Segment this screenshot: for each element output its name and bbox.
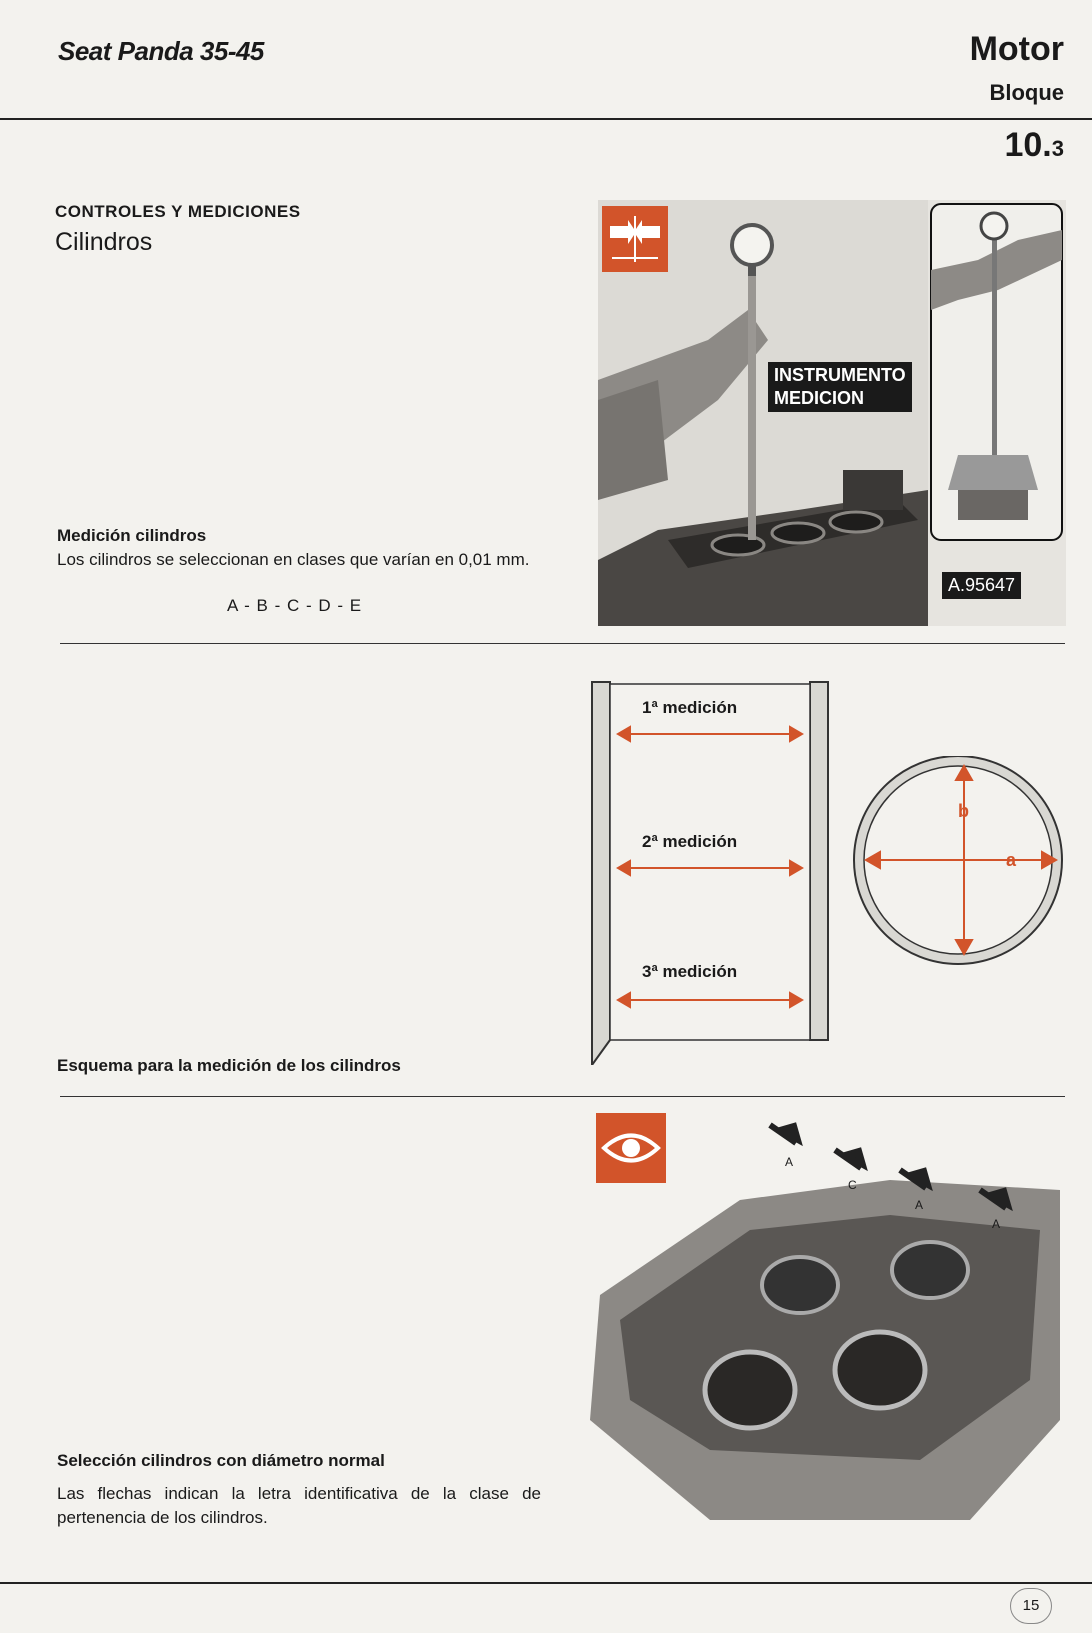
measurement-1-label: 1ª medición bbox=[642, 698, 738, 717]
diagram-caption: Esquema para la medición de los cilindros bbox=[57, 1056, 401, 1075]
section-divider-1 bbox=[60, 643, 1065, 644]
subsection-title: Bloque bbox=[989, 80, 1064, 105]
section-number-main: 10. bbox=[1004, 126, 1052, 164]
instrument-tag-line1: INSTRUMENTO bbox=[774, 365, 906, 385]
footer-rule bbox=[0, 1582, 1092, 1584]
section-caps-title: CONTROLES Y MEDICIONES bbox=[55, 202, 301, 221]
section-subtitle: Cilindros bbox=[55, 228, 153, 256]
selection-body: Las flechas indican la letra identificativa de la clase de pertenencia de los cilindros. bbox=[57, 1484, 541, 1527]
section-title: Motor bbox=[969, 30, 1064, 68]
photo-reference: A.95647 bbox=[942, 572, 1021, 599]
section-divider-2 bbox=[60, 1096, 1065, 1097]
class-letter-3: A bbox=[915, 1198, 924, 1212]
section-number-sub: 3 bbox=[1051, 136, 1064, 161]
instrument-tag bbox=[768, 362, 912, 412]
label-b: b bbox=[958, 801, 969, 821]
instrument-tag-line2: MEDICION bbox=[774, 388, 864, 408]
section-number bbox=[1004, 126, 1064, 165]
cylinder-wall-drawing bbox=[590, 680, 830, 1065]
measurement-heading: Medición cilindros bbox=[57, 526, 207, 545]
class-letter-2: C bbox=[848, 1178, 857, 1192]
engine-block-illustration bbox=[590, 1120, 1068, 1520]
measurement-body: Los cilindros se seleccionan en clases que varían en 0,01 mm. bbox=[57, 550, 530, 569]
measurement-photo bbox=[598, 200, 1066, 626]
cylinder-diagram bbox=[590, 680, 830, 1065]
selection-heading: Selección cilindros con diámetro normal bbox=[57, 1451, 385, 1470]
label-a: a bbox=[1006, 850, 1017, 870]
measurement-3-label: 3ª medición bbox=[642, 962, 738, 981]
class-letters: A - B - C - D - E bbox=[227, 596, 363, 615]
document-model-title: Seat Panda 35-45 bbox=[58, 36, 264, 66]
bore-gauge-illustration bbox=[598, 200, 1066, 626]
cylinder-section-diagram bbox=[848, 756, 1068, 976]
measurement-2-label: 2ª medición bbox=[642, 832, 738, 851]
engine-block-photo bbox=[590, 1120, 1068, 1520]
page-number: 15 bbox=[1010, 1588, 1052, 1624]
class-letter-1: A bbox=[785, 1155, 794, 1169]
cylinder-circle-drawing bbox=[848, 756, 1068, 976]
class-letter-4: A bbox=[992, 1217, 1001, 1231]
measure-icon bbox=[602, 206, 668, 272]
header-rule bbox=[0, 118, 1092, 120]
